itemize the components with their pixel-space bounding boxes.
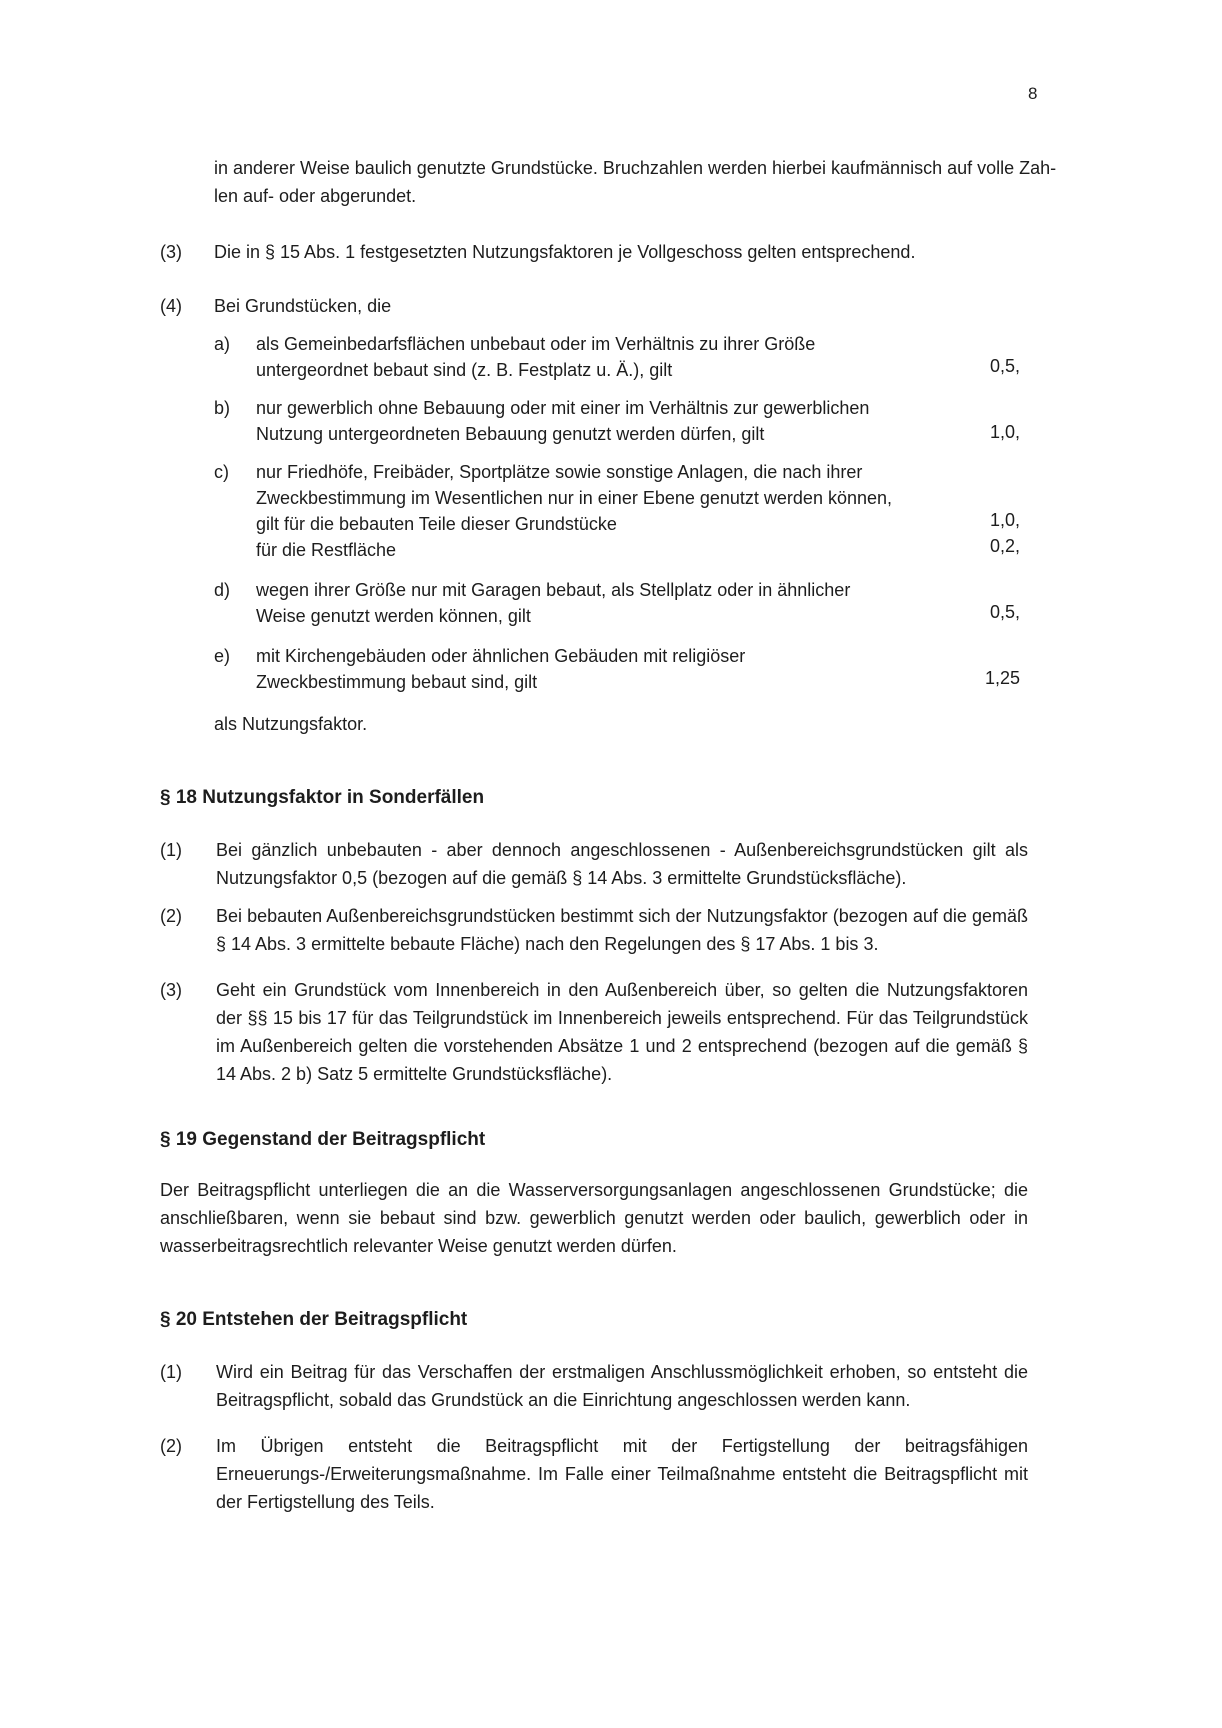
section-20-heading: § 20 Entstehen der Beitragspflicht (160, 1309, 468, 1330)
intro-line-1: in anderer Weise baulich genutzte Grundstücke. Bruchzahlen werden hierbei kaufmännisch auf volle Zah- (214, 158, 1057, 178)
list-item-line: mit Kirchengebäuden oder ähnlichen Gebäuden mit religiöser (256, 646, 746, 666)
list-item-line: Weise genutzt werden können, gilt (256, 606, 531, 626)
s20-paragraph-text: Im Übrigen entsteht die Beitragspflicht mit der Fertigstellung der beitragsfähigen Erneuerungs-/Erweiterungsmaßnahme. Im Falle einer Teilmaßnahme entsteht die Beitragspflicht mit der Fertigstellung des Teils. (216, 1436, 1028, 1512)
factor-value: 0,5, (989, 356, 1020, 376)
s18-paragraph-number: (3) (160, 980, 182, 1000)
list-item-letter: b) (214, 398, 231, 418)
list-item-line: wegen ihrer Größe nur mit Garagen bebaut, als Stellplatz oder in ähnlicher (256, 580, 851, 600)
factor-value: 0,2, (989, 536, 1020, 556)
list-item-letter: c) (214, 462, 229, 482)
section-19-heading: § 19 Gegenstand der Beitragspflicht (160, 1129, 486, 1150)
s18-paragraph-text: Bei gänzlich unbebauten - aber dennoch angeschlossenen - Außenbereichsgrundstücken gilt als Nutzungsfaktor 0,5 (bezogen auf die gemäß § 14 Abs. 3 ermittelte Grundstücksfläche). (216, 840, 1028, 888)
page-number: 8 (1028, 84, 1038, 103)
list-item-line: nur gewerblich ohne Bebauung oder mit einer im Verhältnis zur gewerblichen (256, 398, 870, 418)
s20-paragraph-text: Wird ein Beitrag für das Verschaffen der erstmaligen Anschlussmöglichkeit erhoben, so entsteht die Beitragspflicht, sobald das Grundstück an die Einrichtung angeschlossen werden kann. (216, 1362, 1028, 1410)
s18-paragraph-text: Bei bebauten Außenbereichsgrundstücken bestimmt sich der Nutzungsfaktor (bezogen auf die gemäß § 14 Abs. 3 ermittelte bebaute Fläche) nach den Regelungen des § 17 Abs. 1 bis 3. (216, 906, 1028, 954)
factor-value: 0,5, (989, 602, 1020, 622)
s18-paragraph-text: Geht ein Grundstück vom Innenbereich in den Außenbereich über, so gelten die Nutzungsfaktoren der §§ 15 bis 17 für das Teilgrundstück im Innenbereich jeweils entsprechend. Für das Teilgrundstück im Außenbereich gelten die vorstehenden Absätze 1 und 2 entsprechend (bezogen auf die gemäß § 14 Abs. 2 b) Satz 5 ermittelte Grundstücksfläche). (216, 980, 1028, 1084)
list-item-line: untergeordnet bebaut sind (z. B. Festplatz u. Ä.), gilt (256, 360, 673, 380)
factor-value: 1,0, (989, 510, 1020, 530)
list-item-line: nur Friedhöfe, Freibäder, Sportplätze sowie sonstige Anlagen, die nach ihrer (256, 462, 863, 482)
list-item-line: Nutzung untergeordneten Bebauung genutzt werden dürfen, gilt (256, 424, 765, 444)
factor-value: 1,25 (984, 668, 1020, 688)
factor-value: 1,0, (989, 422, 1020, 442)
paragraph-4-number: (4) (160, 296, 182, 316)
list-item-letter: a) (214, 334, 231, 354)
list-item-line: für die Restfläche (256, 540, 397, 560)
section-18-heading: § 18 Nutzungsfaktor in Sonderfällen (160, 787, 485, 808)
list-item-letter: e) (214, 646, 231, 666)
s20-paragraph-number: (1) (160, 1362, 182, 1382)
list-item-line: gilt für die bebauten Teile dieser Grundstücke (256, 514, 617, 534)
list-item-line: Zweckbestimmung im Wesentlichen nur in einer Ebene genutzt werden können, (256, 488, 893, 508)
paragraph-4-lead: Bei Grundstücken, die (214, 296, 392, 316)
list-item-letter: d) (214, 580, 231, 600)
list-item-line: als Gemeinbedarfsflächen unbebaut oder im Verhältnis zu ihrer Größe (256, 334, 816, 354)
intro-line-2: len auf- oder abgerundet. (214, 186, 417, 206)
paragraph-3-text: Die in § 15 Abs. 1 festgesetzten Nutzungsfaktoren je Vollgeschoss gelten entsprechend. (214, 242, 916, 262)
s18-paragraph-number: (2) (160, 906, 182, 926)
list-item-line: Zweckbestimmung bebaut sind, gilt (256, 672, 538, 692)
s18-paragraph-number: (1) (160, 840, 182, 860)
paragraph-4-tail: als Nutzungsfaktor. (214, 714, 368, 734)
section-19-text: Der Beitragspflicht unterliegen die an die Wasserversorgungsanlagen angeschlossenen Grundstücke; die anschließbaren, wenn sie bebaut sind bzw. gewerblich genutzt werden oder baulich, gewerblich oder in wasserbeitragsrechtlich relevanter Weise genutzt werden dürfen. (160, 1180, 1028, 1256)
paragraph-3-number: (3) (160, 242, 182, 262)
s20-paragraph-number: (2) (160, 1436, 182, 1456)
